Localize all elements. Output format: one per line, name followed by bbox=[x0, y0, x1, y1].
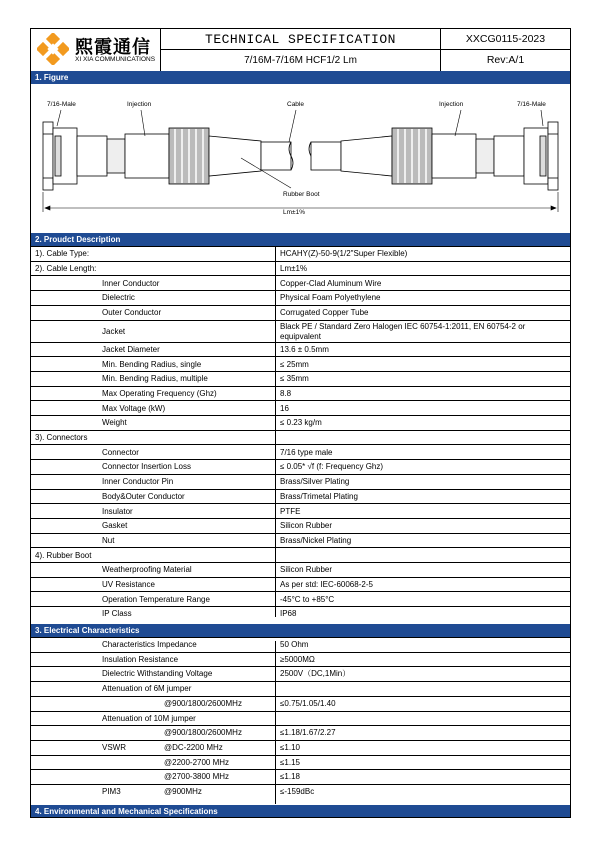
table-row bbox=[31, 415, 570, 430]
document-code: XXCG0115-2023 bbox=[441, 29, 570, 50]
row-value: IP68 bbox=[280, 609, 297, 619]
row-parameter: VSWR bbox=[102, 742, 126, 752]
row-value: ≤ 25mm bbox=[280, 359, 309, 369]
row-group-label: 1). Cable Type: bbox=[35, 249, 90, 259]
row-condition: @2700-3800 MHz bbox=[164, 772, 230, 782]
row-parameter: Attenuation of 6M jumper bbox=[102, 684, 192, 694]
row-parameter: PIM3 bbox=[102, 787, 121, 796]
row-value: 13.6 ± 0.5mm bbox=[280, 344, 329, 354]
table-row bbox=[31, 261, 570, 276]
row-parameter: Gasket bbox=[102, 521, 128, 531]
row-value: Brass/Trimetal Plating bbox=[280, 491, 358, 501]
table-row bbox=[31, 518, 570, 533]
row-value: ≤1.18 bbox=[280, 772, 300, 782]
row-parameter: Min. Bending Radius, single bbox=[102, 359, 202, 369]
row-value: Physical Foam Polyethylene bbox=[280, 293, 381, 303]
row-value: -45°C to +85°C bbox=[280, 594, 335, 604]
table-row bbox=[31, 652, 570, 667]
row-value: Silicon Rubber bbox=[280, 565, 333, 575]
section-bar-electrical: 3. Electrical Characteristics bbox=[31, 624, 570, 637]
row-value: Corrugated Copper Tube bbox=[280, 308, 369, 318]
row-parameter: Inner Conductor Pin bbox=[102, 477, 174, 487]
row-value: ≥5000MΩ bbox=[280, 654, 315, 664]
table-row bbox=[31, 577, 570, 592]
row-parameter: Jacket Diameter bbox=[102, 344, 160, 354]
row-value: 2500V（DC,1Min） bbox=[280, 669, 351, 679]
row-parameter: Nut bbox=[102, 535, 115, 545]
row-value: ≤1.15 bbox=[280, 757, 300, 767]
row-parameter: Body&Outer Conductor bbox=[102, 491, 185, 501]
label-cable: Cable bbox=[287, 101, 304, 108]
table-row bbox=[31, 371, 570, 386]
row-parameter: UV Resistance bbox=[102, 580, 155, 590]
row-condition: @DC-2200 MHz bbox=[164, 742, 223, 752]
row-value: As per std: IEC-60068-2-5 bbox=[280, 580, 373, 590]
label-injection-left: Injection bbox=[127, 101, 152, 108]
row-parameter: Characteristics Impedance bbox=[102, 640, 197, 649]
table-row bbox=[31, 547, 570, 562]
table-row bbox=[31, 769, 570, 784]
row-value: 16 bbox=[280, 403, 289, 413]
section-bar-figure: 1. Figure bbox=[31, 71, 570, 84]
row-parameter: Max Operating Frequency (Ghz) bbox=[102, 388, 217, 398]
logo-english-name: XI XIA COMMUNICATIONS bbox=[75, 56, 156, 63]
row-value: 7/16 type male bbox=[280, 447, 333, 457]
table-row bbox=[31, 562, 570, 577]
table-row bbox=[31, 342, 570, 357]
row-value: HCAHY(Z)-50-9(1/2"Super Flexible) bbox=[280, 249, 408, 259]
table-row bbox=[31, 444, 570, 459]
table-row bbox=[31, 681, 570, 696]
label-rubber-boot: Rubber Boot bbox=[283, 191, 320, 198]
label-male-left: 7/16-Male bbox=[47, 101, 76, 108]
table-row bbox=[31, 533, 570, 548]
table-row bbox=[31, 666, 570, 681]
table-row bbox=[31, 591, 570, 606]
table-row bbox=[31, 503, 570, 518]
row-value: ≤ 0.05* √f (f: Frequency Ghz) bbox=[280, 462, 384, 472]
row-parameter: Outer Conductor bbox=[102, 308, 162, 318]
document-title: TECHNICAL SPECIFICATION bbox=[161, 29, 441, 50]
header bbox=[31, 29, 570, 71]
section-bar-product: 2. Proudct Description bbox=[31, 233, 570, 246]
row-value: 8.8 bbox=[280, 388, 292, 398]
row-parameter: Jacket bbox=[102, 326, 126, 336]
row-value: Black PE / Standard Zero Halogen IEC 60754-1:2011, EN 60754-2 or equipvalent bbox=[280, 321, 526, 341]
row-parameter: Insulation Resistance bbox=[102, 654, 179, 664]
table-row bbox=[31, 725, 570, 740]
logo-mark-icon bbox=[37, 33, 69, 65]
row-value: 50 Ohm bbox=[280, 640, 309, 649]
row-value: Silicon Rubber bbox=[280, 521, 333, 531]
table-row bbox=[31, 400, 570, 415]
company-logo bbox=[31, 29, 161, 71]
revision: Rev:A/1 bbox=[486, 54, 525, 66]
table-row bbox=[31, 320, 570, 342]
table-row bbox=[31, 356, 570, 371]
row-parameter: Insulator bbox=[102, 506, 133, 516]
row-value: Lm±1% bbox=[280, 264, 308, 274]
label-male-right: 7/16-Male bbox=[517, 101, 546, 108]
table-row bbox=[31, 784, 570, 799]
column-divider bbox=[275, 247, 276, 617]
row-value: ≤-159dBc bbox=[280, 787, 315, 796]
table-row bbox=[31, 275, 570, 290]
table-row bbox=[31, 637, 570, 652]
row-condition: @900/1800/2600MHz bbox=[164, 728, 242, 738]
table-row bbox=[31, 696, 570, 711]
row-value: ≤ 35mm bbox=[280, 374, 309, 384]
row-value: ≤ 0.23 kg/m bbox=[280, 418, 322, 428]
row-parameter: Connector bbox=[102, 447, 139, 457]
table-row bbox=[31, 711, 570, 726]
table-row bbox=[31, 386, 570, 401]
row-parameter: Dielectric Withstanding Voltage bbox=[102, 669, 213, 679]
row-parameter: Operation Temperature Range bbox=[102, 594, 210, 604]
table-row bbox=[31, 489, 570, 504]
table-row bbox=[31, 430, 570, 445]
label-length: Lm±1% bbox=[283, 209, 305, 216]
table-row bbox=[31, 474, 570, 489]
row-parameter: Weight bbox=[102, 418, 127, 428]
section-bar-environmental: 4. Environmental and Mechanical Specifications bbox=[31, 805, 570, 818]
row-value: ≤1.10 bbox=[280, 742, 300, 752]
table-row bbox=[31, 290, 570, 305]
row-parameter: Connector Insertion Loss bbox=[102, 462, 191, 472]
row-value: ≤1.18/1.67/2.27 bbox=[280, 728, 336, 738]
table-row bbox=[31, 755, 570, 770]
row-group-label: 3). Connectors bbox=[35, 433, 88, 443]
row-parameter: Dielectric bbox=[102, 293, 135, 303]
table-row bbox=[31, 305, 570, 320]
row-parameter: Inner Conductor bbox=[102, 278, 160, 288]
row-value: Brass/Silver Plating bbox=[280, 477, 350, 487]
row-condition: @900/1800/2600MHz bbox=[164, 698, 242, 708]
table-row bbox=[31, 740, 570, 755]
product-name: 7/16M-7/16M HCF1/2 Lm bbox=[161, 50, 441, 71]
row-value: Copper-Clad Aluminum Wire bbox=[280, 278, 382, 288]
row-value: PTFE bbox=[280, 506, 301, 516]
row-value: ≤0.75/1.05/1.40 bbox=[280, 698, 336, 708]
row-parameter: Min. Bending Radius, multiple bbox=[102, 374, 208, 384]
logo-chinese-name: 熙霞通信 bbox=[75, 37, 151, 58]
row-group-label: 4). Rubber Boot bbox=[35, 550, 92, 560]
row-value: Brass/Nickel Plating bbox=[280, 535, 352, 545]
row-group-label: 2). Cable Length: bbox=[35, 264, 97, 274]
row-parameter: Max Voltage (kW) bbox=[102, 403, 166, 413]
row-condition: @2200-2700 MHz bbox=[164, 757, 230, 767]
cable-assembly-figure bbox=[31, 84, 570, 234]
table-row bbox=[31, 246, 570, 261]
label-injection-right: Injection bbox=[439, 101, 464, 108]
cable-drawing bbox=[31, 84, 570, 234]
column-divider bbox=[275, 641, 276, 804]
table-row bbox=[31, 606, 570, 621]
spec-sheet bbox=[30, 28, 571, 818]
row-condition: @900MHz bbox=[164, 787, 202, 796]
row-parameter: Weatherproofing Material bbox=[102, 565, 192, 575]
row-parameter: IP Class bbox=[102, 609, 132, 619]
row-parameter: Attenuation of 10M jumper bbox=[102, 713, 196, 723]
table-row bbox=[31, 459, 570, 474]
